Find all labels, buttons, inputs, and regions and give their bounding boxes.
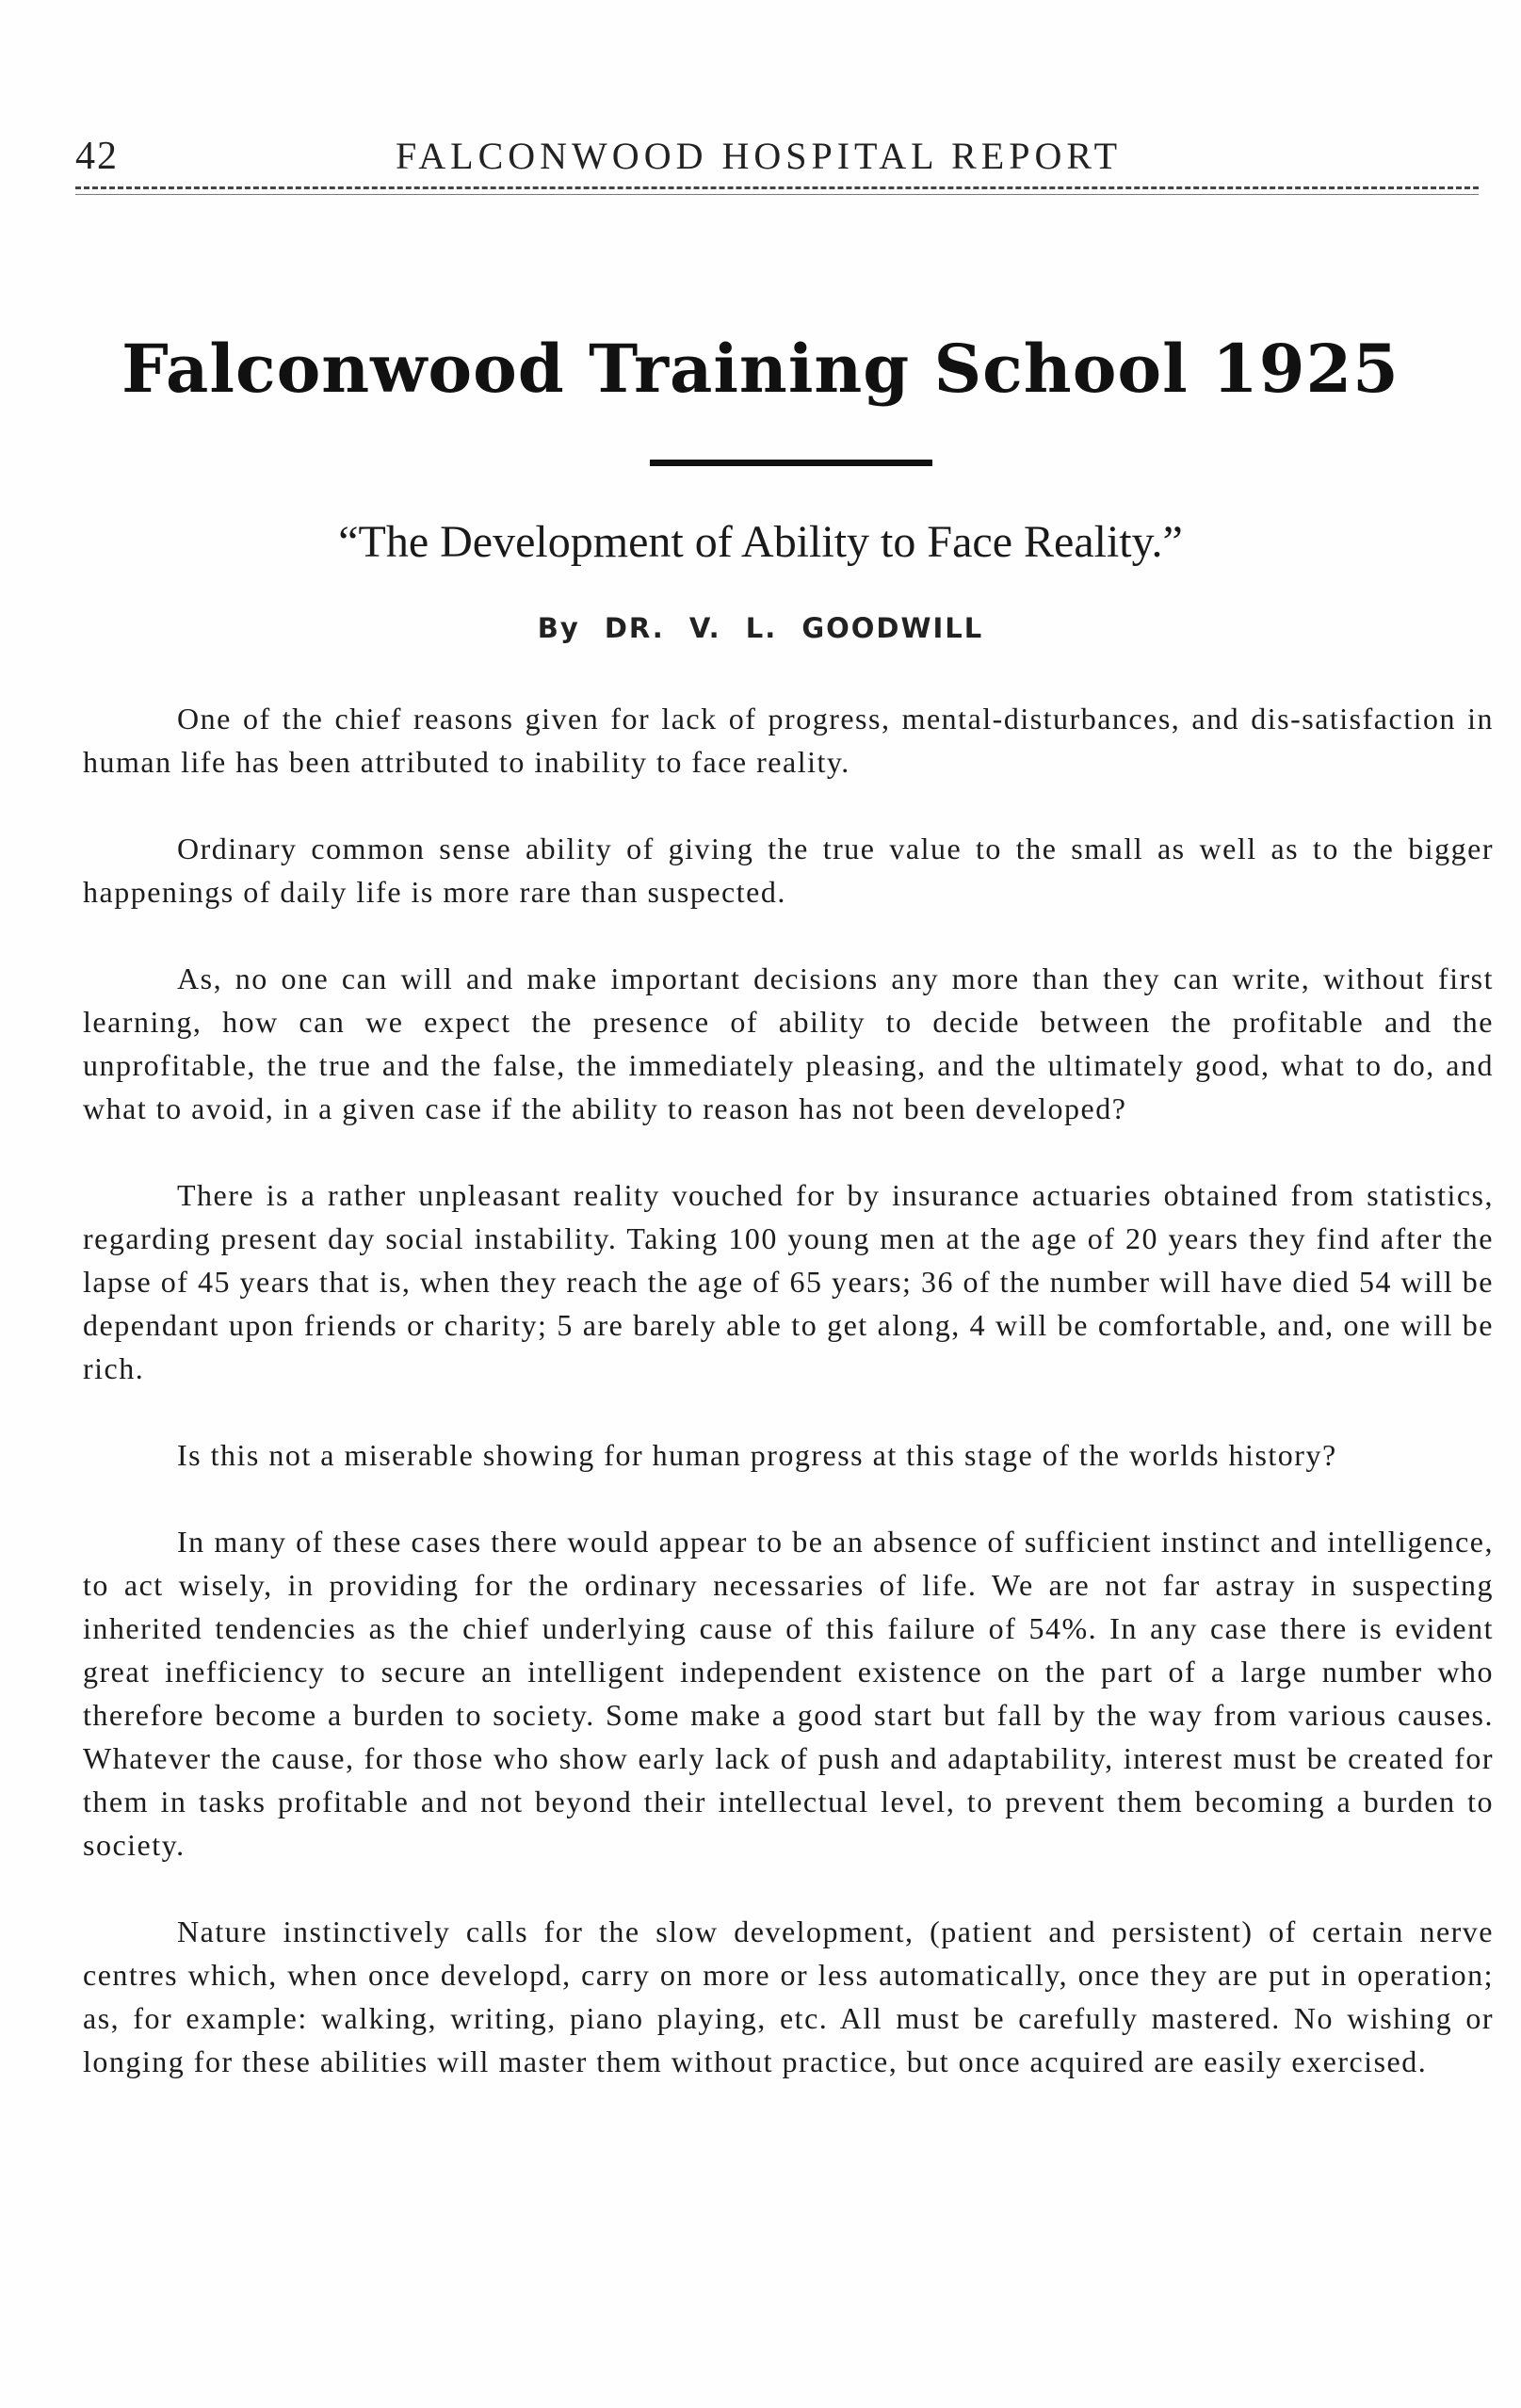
article-body	[83, 697, 1494, 2126]
article-subtitle: “The Development of Ability to Face Reality.”	[338, 517, 1183, 567]
paragraph: There is a rather unpleasant reality vouched for by insurance actuaries obtained from statistics, regarding present day social instability. Taking 100 young men at the age of 20 years they find after the lapse of 45 years that is, when they reach the age of 65 years; 36 of the number will have died 54 will be dependant upon friends or charity; 5 are barely able to get along, 4 will be comfortable, and, one will be rich.	[83, 1178, 1494, 1385]
paragraph: Ordinary common sense ability of giving the true value to the small as well as to the bigger happenings of daily life is more rare than suspected.	[83, 832, 1494, 909]
header-rule	[75, 186, 1479, 189]
paragraph: Is this not a miserable showing for human progress at this stage of the worlds history?	[177, 1438, 1337, 1472]
header-rule-thin	[75, 194, 1479, 195]
page-number: 42	[75, 135, 119, 178]
running-header	[75, 134, 1479, 186]
title-divider	[650, 460, 932, 466]
article-title: Falconwood Training School 1925	[121, 330, 1400, 408]
author-byline: By DR. V. L. GOODWILL	[537, 612, 984, 644]
paragraph: As, no one can will and make important decisions any more than they can write, without first learning, how can we expect the presence of ability to decide between the profitable and the unprofitable, the true and the false, the immediately pleasing, and the ultimately good, what to do, and what to avoid, in a given case if the ability to reason has not been developed?	[83, 962, 1494, 1125]
paragraph: In many of these cases there would appear to be an absence of sufficient instinct and intelligence, to act wisely, in providing for the ordinary necessaries of life. We are not far astray in suspecting inherited tendencies as the chief underlying cause of this failure of 54%. In any case there is evident great inefficiency to secure an intelligent independent existence on the part of a large number who therefore become a burden to society. Some make a good start but fall by the way from various causes. Whatever the cause, for those who show early lack of push and adaptability, interest must be created for them in tasks profitable and not beyond their intellectual level, to prevent them becoming a burden to society.	[83, 1525, 1494, 1862]
paragraph: Nature instinctively calls for the slow development, (patient and persistent) of certain nerve centres which, when once developd, carry on more or less automatically, once they are put in operation; as, for example: walking, writing, piano playing, etc. All must be carefully mastered. No wishing or longing for these abilities will master them without practice, but once acquired are easily exercised.	[83, 1915, 1494, 2078]
paragraph: One of the chief reasons given for lack of progress, mental-disturbances, and dis-satisfaction in human life has been attributed to inability to face reality.	[83, 702, 1494, 779]
journal-title: FALCONWOOD HOSPITAL REPORT	[396, 135, 1123, 177]
